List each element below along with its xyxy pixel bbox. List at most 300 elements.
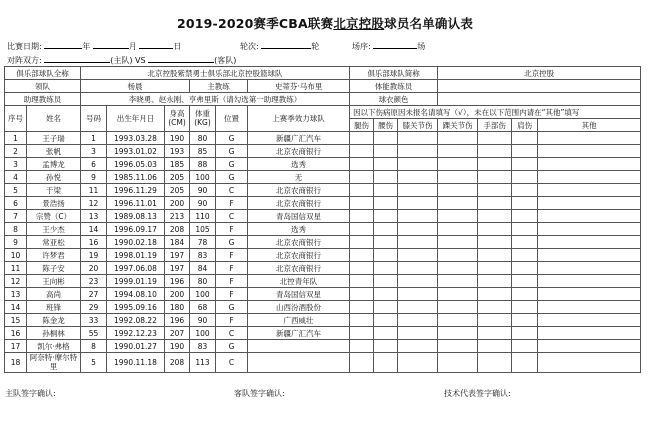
injury-check-cell[interactable] bbox=[438, 145, 478, 158]
jersey-color-value[interactable] bbox=[438, 93, 641, 106]
injury-check-cell[interactable] bbox=[512, 236, 538, 249]
injury-check-cell[interactable] bbox=[538, 314, 641, 327]
player-birth: 1993.01.02 bbox=[107, 145, 165, 158]
injury-check-cell[interactable] bbox=[374, 145, 398, 158]
table-row bbox=[5, 145, 641, 158]
player-weight: 100 bbox=[190, 171, 216, 184]
injury-check-cell[interactable] bbox=[478, 171, 512, 184]
injury-check-cell[interactable] bbox=[538, 340, 641, 353]
injury-check-cell[interactable] bbox=[512, 223, 538, 236]
injury-check-cell[interactable] bbox=[398, 197, 438, 210]
player-index: 14 bbox=[5, 301, 27, 314]
injury-check-cell[interactable] bbox=[478, 210, 512, 223]
table-row bbox=[5, 132, 641, 145]
player-height: 208 bbox=[165, 353, 190, 373]
injury-check-cell[interactable] bbox=[478, 314, 512, 327]
injury-check-cell[interactable] bbox=[374, 301, 398, 314]
injury-check-cell[interactable] bbox=[512, 158, 538, 171]
player-last-team: 青岛国信双星 bbox=[248, 288, 350, 301]
injury-note: 因以下伤病原因未报名请填写（√），未在以下范围内请在“其他”填写 bbox=[350, 106, 641, 119]
player-weight: 84 bbox=[190, 262, 216, 275]
player-birth: 1995.09.16 bbox=[107, 301, 165, 314]
injury-check-cell[interactable] bbox=[512, 340, 538, 353]
injury-check-cell[interactable] bbox=[350, 327, 374, 340]
player-last-team: 选秀 bbox=[248, 223, 350, 236]
col-injury-shoulder: 肩伤 bbox=[512, 119, 538, 132]
player-birth: 1999.01.19 bbox=[107, 275, 165, 288]
injury-check-cell[interactable] bbox=[538, 171, 641, 184]
injury-check-cell[interactable] bbox=[438, 301, 478, 314]
player-height: 196 bbox=[165, 314, 190, 327]
player-birth: 1990.01.27 bbox=[107, 340, 165, 353]
player-number: 23 bbox=[81, 275, 107, 288]
injury-check-cell[interactable] bbox=[350, 249, 374, 262]
player-weight: 113 bbox=[190, 353, 216, 373]
player-index: 16 bbox=[5, 327, 27, 340]
injury-check-cell[interactable] bbox=[350, 288, 374, 301]
player-name: 王子瑞 bbox=[27, 132, 81, 145]
injury-check-cell[interactable] bbox=[398, 249, 438, 262]
home-signature: 主队签字确认: bbox=[5, 389, 56, 398]
injury-check-cell[interactable] bbox=[538, 301, 641, 314]
player-last-team bbox=[248, 340, 350, 353]
leader-label: 领队 bbox=[5, 80, 81, 93]
player-name: 陈子安 bbox=[27, 262, 81, 275]
injury-check-cell[interactable] bbox=[374, 327, 398, 340]
player-number: 12 bbox=[81, 197, 107, 210]
table-row bbox=[5, 223, 641, 236]
injury-check-cell[interactable] bbox=[398, 132, 438, 145]
player-number: 16 bbox=[81, 236, 107, 249]
table-row bbox=[5, 275, 641, 288]
player-name: 班锋 bbox=[27, 301, 81, 314]
player-birth: 1985.11.06 bbox=[107, 171, 165, 184]
injury-check-cell[interactable] bbox=[478, 145, 512, 158]
title-team: 北京控股 bbox=[333, 16, 385, 31]
vs-label: VS bbox=[135, 56, 146, 65]
injury-check-cell[interactable] bbox=[398, 275, 438, 288]
injury-check-cell[interactable] bbox=[374, 197, 398, 210]
injury-check-cell[interactable] bbox=[438, 275, 478, 288]
player-weight: 100 bbox=[190, 327, 216, 340]
injury-check-cell[interactable] bbox=[538, 288, 641, 301]
injury-check-cell[interactable] bbox=[538, 262, 641, 275]
table-row bbox=[5, 184, 641, 197]
injury-check-cell[interactable] bbox=[538, 210, 641, 223]
injury-check-cell[interactable] bbox=[478, 158, 512, 171]
injury-check-cell[interactable] bbox=[512, 171, 538, 184]
injury-check-cell[interactable] bbox=[350, 340, 374, 353]
injury-check-cell[interactable] bbox=[438, 236, 478, 249]
player-position: F bbox=[216, 275, 248, 288]
player-number: 1 bbox=[81, 132, 107, 145]
matchup-line bbox=[7, 54, 236, 66]
player-index: 15 bbox=[5, 314, 27, 327]
player-height: 208 bbox=[165, 223, 190, 236]
away-label: (客队) bbox=[214, 56, 237, 65]
table-row bbox=[5, 210, 641, 223]
player-number: 3 bbox=[81, 145, 107, 158]
injury-check-cell[interactable] bbox=[538, 197, 641, 210]
player-last-team: 北控青年队 bbox=[248, 275, 350, 288]
injury-check-cell[interactable] bbox=[350, 184, 374, 197]
injury-check-cell[interactable] bbox=[398, 262, 438, 275]
injury-check-cell[interactable] bbox=[512, 132, 538, 145]
col-weight: 体重(KG) bbox=[190, 106, 216, 132]
injury-check-cell[interactable] bbox=[538, 145, 641, 158]
injury-check-cell[interactable] bbox=[538, 132, 641, 145]
injury-check-cell[interactable] bbox=[538, 249, 641, 262]
player-last-team: 新疆广汇汽车 bbox=[248, 132, 350, 145]
player-birth: 1997.06.08 bbox=[107, 262, 165, 275]
player-number: 29 bbox=[81, 301, 107, 314]
player-last-team: 青岛国信双星 bbox=[248, 210, 350, 223]
table-row bbox=[5, 171, 641, 184]
col-injury-other: 其他 bbox=[538, 119, 641, 132]
injury-check-cell[interactable] bbox=[350, 158, 374, 171]
player-birth: 1996.09.17 bbox=[107, 223, 165, 236]
injury-check-cell[interactable] bbox=[374, 249, 398, 262]
player-index: 1 bbox=[5, 132, 27, 145]
player-index: 9 bbox=[5, 236, 27, 249]
injury-check-cell[interactable] bbox=[398, 210, 438, 223]
player-height: 193 bbox=[165, 145, 190, 158]
injury-check-cell[interactable] bbox=[374, 353, 398, 373]
head-coach-value: 史蒂芬·马布里 bbox=[248, 80, 350, 93]
player-position: G bbox=[216, 132, 248, 145]
tech-signature: 技术代表签字确认: bbox=[444, 389, 511, 398]
player-index: 17 bbox=[5, 340, 27, 353]
injury-check-cell[interactable] bbox=[538, 353, 641, 373]
injury-check-cell[interactable] bbox=[438, 197, 478, 210]
injury-check-cell[interactable] bbox=[538, 236, 641, 249]
staff-row bbox=[5, 80, 641, 93]
injury-check-cell[interactable] bbox=[512, 301, 538, 314]
table-row bbox=[5, 262, 641, 275]
injury-check-cell[interactable] bbox=[478, 197, 512, 210]
injury-check-cell[interactable] bbox=[374, 171, 398, 184]
player-last-team: 山西汾酒股份 bbox=[248, 301, 350, 314]
matchup-label: 对阵双方: bbox=[7, 56, 42, 65]
injury-check-cell[interactable] bbox=[478, 301, 512, 314]
player-rows bbox=[5, 132, 641, 373]
player-position: F bbox=[216, 197, 248, 210]
injury-check-cell[interactable] bbox=[350, 301, 374, 314]
injury-check-cell[interactable] bbox=[538, 158, 641, 171]
injury-check-cell[interactable] bbox=[438, 314, 478, 327]
player-name: 常亚松 bbox=[27, 236, 81, 249]
injury-check-cell[interactable] bbox=[398, 236, 438, 249]
injury-check-cell[interactable] bbox=[438, 158, 478, 171]
year-unit: 年 bbox=[82, 42, 91, 51]
table-row bbox=[5, 236, 641, 249]
injury-check-cell[interactable] bbox=[374, 158, 398, 171]
player-name: 孙悦 bbox=[27, 171, 81, 184]
injury-check-cell[interactable] bbox=[374, 340, 398, 353]
col-index: 序号 bbox=[5, 106, 27, 132]
match-date-line bbox=[7, 40, 181, 52]
assistant-label: 助理教练员 bbox=[5, 93, 81, 106]
player-weight: 78 bbox=[190, 236, 216, 249]
month-blank[interactable] bbox=[93, 40, 129, 49]
injury-check-cell[interactable] bbox=[398, 223, 438, 236]
injury-check-cell[interactable] bbox=[374, 184, 398, 197]
injury-check-cell[interactable] bbox=[512, 184, 538, 197]
club-short-value: 北京控股 bbox=[438, 67, 641, 80]
player-name: 于梁 bbox=[27, 184, 81, 197]
injury-check-cell[interactable] bbox=[374, 223, 398, 236]
player-height: 200 bbox=[165, 288, 190, 301]
player-position: C bbox=[216, 353, 248, 373]
player-index: 18 bbox=[5, 353, 27, 373]
player-name: 许梦君 bbox=[27, 249, 81, 262]
day-unit: 日 bbox=[173, 42, 182, 51]
injury-check-cell[interactable] bbox=[512, 145, 538, 158]
home-blank[interactable] bbox=[44, 54, 110, 63]
injury-check-cell[interactable] bbox=[512, 262, 538, 275]
venue-blank[interactable] bbox=[373, 40, 417, 49]
fitness-coach-value[interactable] bbox=[438, 80, 641, 93]
player-weight: 90 bbox=[190, 184, 216, 197]
player-index: 7 bbox=[5, 210, 27, 223]
injury-check-cell[interactable] bbox=[398, 340, 438, 353]
player-name: 高尚 bbox=[27, 288, 81, 301]
player-weight: 110 bbox=[190, 210, 216, 223]
injury-check-cell[interactable] bbox=[350, 171, 374, 184]
injury-check-cell[interactable] bbox=[478, 353, 512, 373]
injury-check-cell[interactable] bbox=[374, 132, 398, 145]
player-number: 8 bbox=[81, 340, 107, 353]
injury-check-cell[interactable] bbox=[478, 262, 512, 275]
injury-check-cell[interactable] bbox=[350, 197, 374, 210]
club-full-label: 俱乐部球队全称 bbox=[5, 67, 81, 80]
player-height: 205 bbox=[165, 184, 190, 197]
table-row bbox=[5, 340, 641, 353]
injury-check-cell[interactable] bbox=[438, 249, 478, 262]
assistant-value: 李晓勇、赵永刚、亨弗里斯（请勾选第一助理教练） bbox=[81, 93, 350, 106]
player-height: 180 bbox=[165, 301, 190, 314]
injury-check-cell[interactable] bbox=[350, 314, 374, 327]
injury-check-cell[interactable] bbox=[398, 314, 438, 327]
injury-check-cell[interactable] bbox=[538, 184, 641, 197]
injury-check-cell[interactable] bbox=[438, 353, 478, 373]
injury-check-cell[interactable] bbox=[478, 236, 512, 249]
col-injury-knee: 膝关节伤 bbox=[398, 119, 438, 132]
injury-check-cell[interactable] bbox=[512, 288, 538, 301]
assistant-row bbox=[5, 93, 641, 106]
player-height: 197 bbox=[165, 262, 190, 275]
injury-check-cell[interactable] bbox=[374, 275, 398, 288]
injury-check-cell[interactable] bbox=[374, 236, 398, 249]
injury-check-cell[interactable] bbox=[478, 275, 512, 288]
club-full-value: 北京控股紫禁勇士俱乐部北京控股篮球队 bbox=[81, 67, 350, 80]
player-name: 凯尔·弗格 bbox=[27, 340, 81, 353]
month-unit: 月 bbox=[128, 42, 137, 51]
home-label: (主队) bbox=[110, 56, 133, 65]
col-name: 姓名 bbox=[27, 106, 81, 132]
player-last-team: 选秀 bbox=[248, 158, 350, 171]
jersey-color-label: 球衣颜色 bbox=[350, 93, 438, 106]
player-position: F bbox=[216, 262, 248, 275]
injury-check-cell[interactable] bbox=[438, 223, 478, 236]
injury-check-cell[interactable] bbox=[350, 236, 374, 249]
injury-check-cell[interactable] bbox=[398, 158, 438, 171]
injury-check-cell[interactable] bbox=[538, 223, 641, 236]
player-name: 阿奈特·摩尔特里 bbox=[27, 353, 81, 373]
injury-check-cell[interactable] bbox=[512, 353, 538, 373]
injury-check-cell[interactable] bbox=[350, 223, 374, 236]
player-index: 4 bbox=[5, 171, 27, 184]
injury-check-cell[interactable] bbox=[478, 249, 512, 262]
col-injury-leg: 腿伤 bbox=[350, 119, 374, 132]
player-weight: 90 bbox=[190, 197, 216, 210]
table-row bbox=[5, 288, 641, 301]
injury-check-cell[interactable] bbox=[374, 210, 398, 223]
injury-check-cell[interactable] bbox=[478, 340, 512, 353]
injury-check-cell[interactable] bbox=[512, 275, 538, 288]
injury-check-cell[interactable] bbox=[478, 288, 512, 301]
injury-check-cell[interactable] bbox=[398, 327, 438, 340]
away-blank[interactable] bbox=[148, 54, 214, 63]
player-number: 6 bbox=[81, 158, 107, 171]
player-last-team: 北京农商银行 bbox=[248, 145, 350, 158]
injury-check-cell[interactable] bbox=[478, 223, 512, 236]
year-blank[interactable] bbox=[44, 40, 82, 49]
player-number: 55 bbox=[81, 327, 107, 340]
player-birth: 1996.11.01 bbox=[107, 197, 165, 210]
player-height: 205 bbox=[165, 171, 190, 184]
injury-check-cell[interactable] bbox=[512, 210, 538, 223]
injury-check-cell[interactable] bbox=[438, 340, 478, 353]
round-blank[interactable] bbox=[261, 40, 311, 49]
player-number: 5 bbox=[81, 353, 107, 373]
player-number: 27 bbox=[81, 288, 107, 301]
injury-check-cell[interactable] bbox=[350, 145, 374, 158]
player-name: 王向彬 bbox=[27, 275, 81, 288]
table-row bbox=[5, 249, 641, 262]
injury-check-cell[interactable] bbox=[398, 301, 438, 314]
injury-check-cell[interactable] bbox=[478, 327, 512, 340]
player-index: 13 bbox=[5, 288, 27, 301]
player-number: 14 bbox=[81, 223, 107, 236]
table-row bbox=[5, 301, 641, 314]
injury-check-cell[interactable] bbox=[538, 327, 641, 340]
player-last-team: 无 bbox=[248, 171, 350, 184]
player-position: F bbox=[216, 223, 248, 236]
injury-check-cell[interactable] bbox=[374, 314, 398, 327]
injury-check-cell[interactable] bbox=[350, 210, 374, 223]
injury-check-cell[interactable] bbox=[438, 288, 478, 301]
injury-check-cell[interactable] bbox=[512, 197, 538, 210]
player-birth: 1996.05.03 bbox=[107, 158, 165, 171]
player-height: 190 bbox=[165, 340, 190, 353]
injury-check-cell[interactable] bbox=[398, 145, 438, 158]
injury-check-cell[interactable] bbox=[350, 262, 374, 275]
player-position: C bbox=[216, 210, 248, 223]
player-last-team: 北京农商银行 bbox=[248, 262, 350, 275]
title-prefix: 2019-2020赛季CBA联赛 bbox=[176, 16, 334, 31]
leader-value: 杨晨 bbox=[81, 80, 190, 93]
injury-check-cell[interactable] bbox=[350, 353, 374, 373]
day-blank[interactable] bbox=[139, 40, 173, 49]
injury-check-cell[interactable] bbox=[438, 327, 478, 340]
away-signature: 客队签字确认: bbox=[234, 389, 285, 398]
head-coach-label: 主教练 bbox=[190, 80, 248, 93]
player-last-team: 广西威壮 bbox=[248, 314, 350, 327]
table-row bbox=[5, 158, 641, 171]
player-height: 184 bbox=[165, 236, 190, 249]
player-index: 10 bbox=[5, 249, 27, 262]
fitness-coach-label: 体能教练员 bbox=[350, 80, 438, 93]
injury-check-cell[interactable] bbox=[478, 132, 512, 145]
player-position: G bbox=[216, 158, 248, 171]
injury-check-cell[interactable] bbox=[438, 184, 478, 197]
injury-check-cell[interactable] bbox=[398, 288, 438, 301]
col-height: 身高(CM) bbox=[165, 106, 190, 132]
injury-check-cell[interactable] bbox=[478, 184, 512, 197]
injury-check-cell[interactable] bbox=[438, 262, 478, 275]
player-height: 196 bbox=[165, 275, 190, 288]
injury-check-cell[interactable] bbox=[374, 288, 398, 301]
player-position: F bbox=[216, 314, 248, 327]
player-height: 197 bbox=[165, 249, 190, 262]
player-index: 3 bbox=[5, 158, 27, 171]
roster-table bbox=[4, 66, 641, 373]
player-index: 11 bbox=[5, 262, 27, 275]
player-name: 孟博龙 bbox=[27, 158, 81, 171]
player-birth: 1994.08.10 bbox=[107, 288, 165, 301]
injury-check-cell[interactable] bbox=[438, 132, 478, 145]
player-last-team: 北京农商银行 bbox=[248, 236, 350, 249]
injury-check-cell[interactable] bbox=[350, 275, 374, 288]
player-position: F bbox=[216, 249, 248, 262]
player-last-team bbox=[248, 353, 350, 373]
player-position: G bbox=[216, 340, 248, 353]
injury-check-cell[interactable] bbox=[512, 327, 538, 340]
injury-check-cell[interactable] bbox=[398, 171, 438, 184]
player-name: 王少杰 bbox=[27, 223, 81, 236]
table-row bbox=[5, 353, 641, 373]
player-weight: 88 bbox=[190, 158, 216, 171]
header-row-1 bbox=[5, 106, 641, 119]
player-weight: 85 bbox=[190, 145, 216, 158]
venue-label: 场序: bbox=[352, 42, 371, 51]
injury-check-cell[interactable] bbox=[512, 314, 538, 327]
player-birth: 1996.11.29 bbox=[107, 184, 165, 197]
injury-check-cell[interactable] bbox=[538, 275, 641, 288]
player-last-team: 北京农商银行 bbox=[248, 184, 350, 197]
venue-line bbox=[352, 40, 425, 52]
col-injury-waist: 腰伤 bbox=[374, 119, 398, 132]
injury-check-cell[interactable] bbox=[438, 210, 478, 223]
injury-check-cell[interactable] bbox=[374, 262, 398, 275]
col-birth: 出生年月日 bbox=[107, 106, 165, 132]
injury-check-cell[interactable] bbox=[398, 184, 438, 197]
player-height: 207 bbox=[165, 327, 190, 340]
injury-check-cell[interactable] bbox=[438, 171, 478, 184]
player-number: 33 bbox=[81, 314, 107, 327]
player-position: G bbox=[216, 236, 248, 249]
player-number: 9 bbox=[81, 171, 107, 184]
injury-check-cell[interactable] bbox=[350, 132, 374, 145]
round-unit: 轮 bbox=[311, 42, 320, 51]
injury-check-cell[interactable] bbox=[512, 249, 538, 262]
player-index: 12 bbox=[5, 275, 27, 288]
injury-check-cell[interactable] bbox=[398, 353, 438, 373]
player-weight: 100 bbox=[190, 288, 216, 301]
player-position: F bbox=[216, 288, 248, 301]
title-suffix: 球员名单确认表 bbox=[384, 16, 474, 31]
